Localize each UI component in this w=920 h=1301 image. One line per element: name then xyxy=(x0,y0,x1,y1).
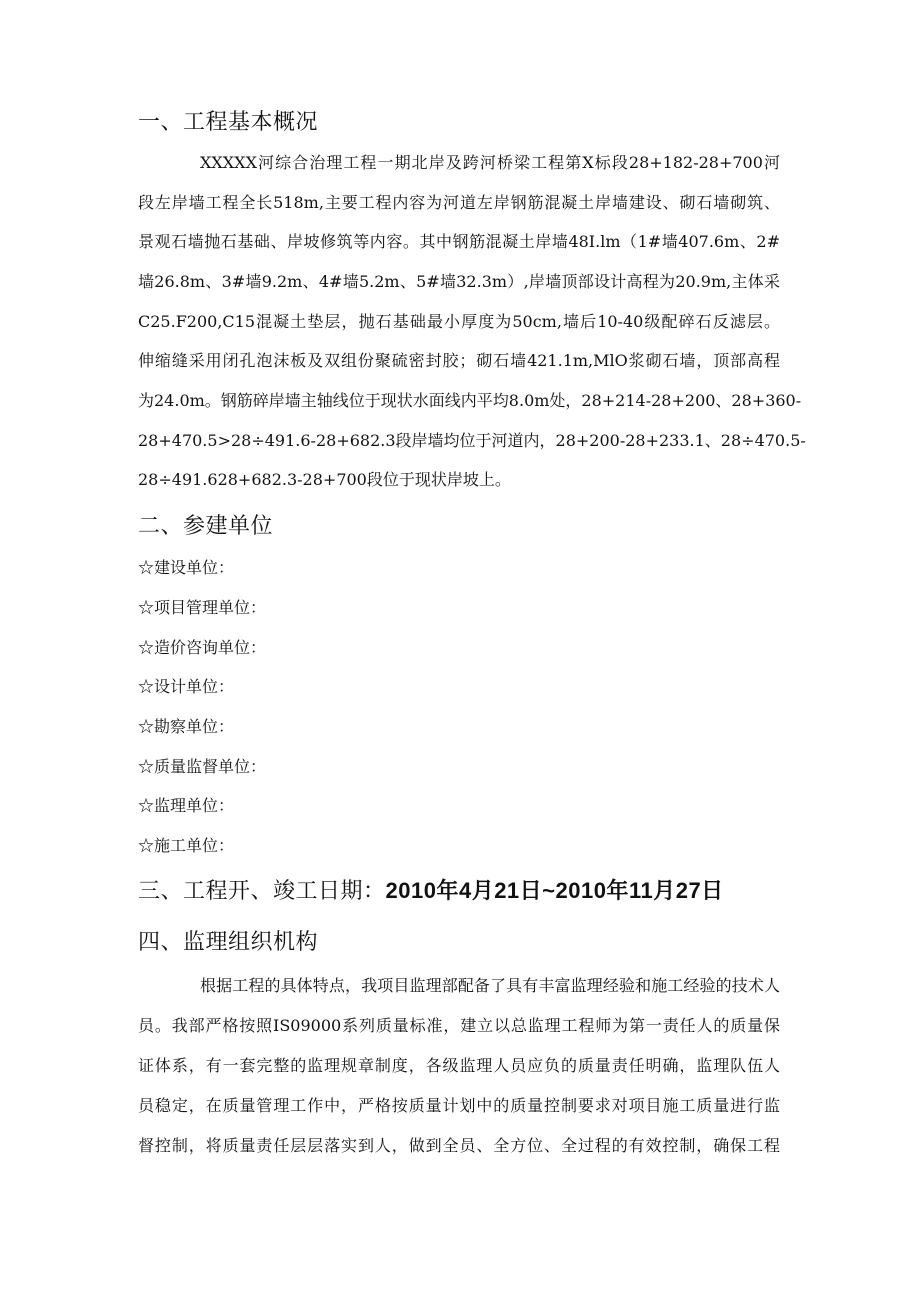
unit-supervisor: ☆监理单位： xyxy=(138,796,235,815)
section-1-paragraph-line: 景观石墙抛石基础、岸坡修筑等内容。其中钢筋混凝土岸墙48I.lm（1#墙407.6m、2# xyxy=(138,232,780,251)
section-1-paragraph-line: 墙26.8m、3#墙9.2m、4#墙5.2m、5#墙32.3m）,岸墙顶部设计高程为20.9m,主体采 xyxy=(138,272,780,291)
unit-survey: ☆勘察单位： xyxy=(138,717,235,736)
section-1-paragraph-line: 段左岸墙工程全长518m,主要工程内容为河道左岸钢筋混凝土岸墙建设、砌石墙砌筑、 xyxy=(138,193,780,212)
section-1-paragraph-line: 28+470.5>28÷491.6-28+682.3段岸墙均位于河道内，28+200-28+233.1、28÷470.5- xyxy=(138,431,806,450)
unit-cost-consulting: ☆造价咨询单位： xyxy=(138,638,267,657)
section-1-paragraph-line: 28÷491.628+682.3-28+700段位于现状岸坡上。 xyxy=(138,470,511,489)
unit-construction-owner: ☆建设单位： xyxy=(138,558,235,577)
unit-quality-supervision: ☆质量监督单位： xyxy=(138,757,267,776)
section-4-paragraph-line: 员。我部严格按照IS09000系列质量标准，建立以总监理工程师为第一责任人的质量保 xyxy=(138,1016,780,1035)
section-1-heading: 一、工程基本概况 xyxy=(138,110,319,135)
section-4-paragraph-line: 根据工程的具体特点，我项目监理部配备了具有丰富监理经验和施工经验的技术人 xyxy=(200,976,780,995)
section-1-paragraph-line: 为24.0m。钢筋碎岸墙主轴线位于现状水面线内平均8.0m处，28+214-28+200、28+360- xyxy=(138,391,802,410)
section-2-heading: 二、参建单位 xyxy=(138,514,274,539)
section-3-heading xyxy=(138,876,724,907)
section-1-paragraph-line: C25.F200,C15混凝土垫层，抛石基础最小厚度为50cm,墙后10-40级配碎石反滤层。 xyxy=(138,312,780,331)
section-4-paragraph-line: 员稳定，在质量管理工作中，严格按质量计划中的质量控制要求对项目施工质量进行监 xyxy=(138,1096,780,1115)
section-3-heading-prefix: 三、工程开、竣工日期： xyxy=(138,879,386,904)
section-4-paragraph-line: 督控制，将质量责任层层落实到人，做到全员、全方位、全过程的有效控制，确保工程 xyxy=(138,1136,780,1155)
unit-design: ☆设计单位： xyxy=(138,677,235,696)
unit-project-management: ☆项目管理单位： xyxy=(138,598,267,617)
section-1-paragraph-line: XXXXX河综合治理工程一期北岸及跨河桥梁工程第X标段28+182-28+700河 xyxy=(200,153,780,172)
section-3-heading-dates: 2010年4月21日~2010年11月27日 xyxy=(385,878,724,903)
unit-contractor: ☆施工单位： xyxy=(138,836,235,855)
section-1-paragraph-line: 伸缩缝采用闭孔泡沫板及双组份聚硫密封胶；砌石墙421.1m,MlO浆砌石墙，顶部高程 xyxy=(138,351,780,370)
section-4-paragraph-line: 证体系，有一套完整的监理规章制度，各级监理人员应负的质量责任明确，监理队伍人 xyxy=(138,1056,780,1075)
section-4-heading: 四、监理组织机构 xyxy=(138,930,319,955)
